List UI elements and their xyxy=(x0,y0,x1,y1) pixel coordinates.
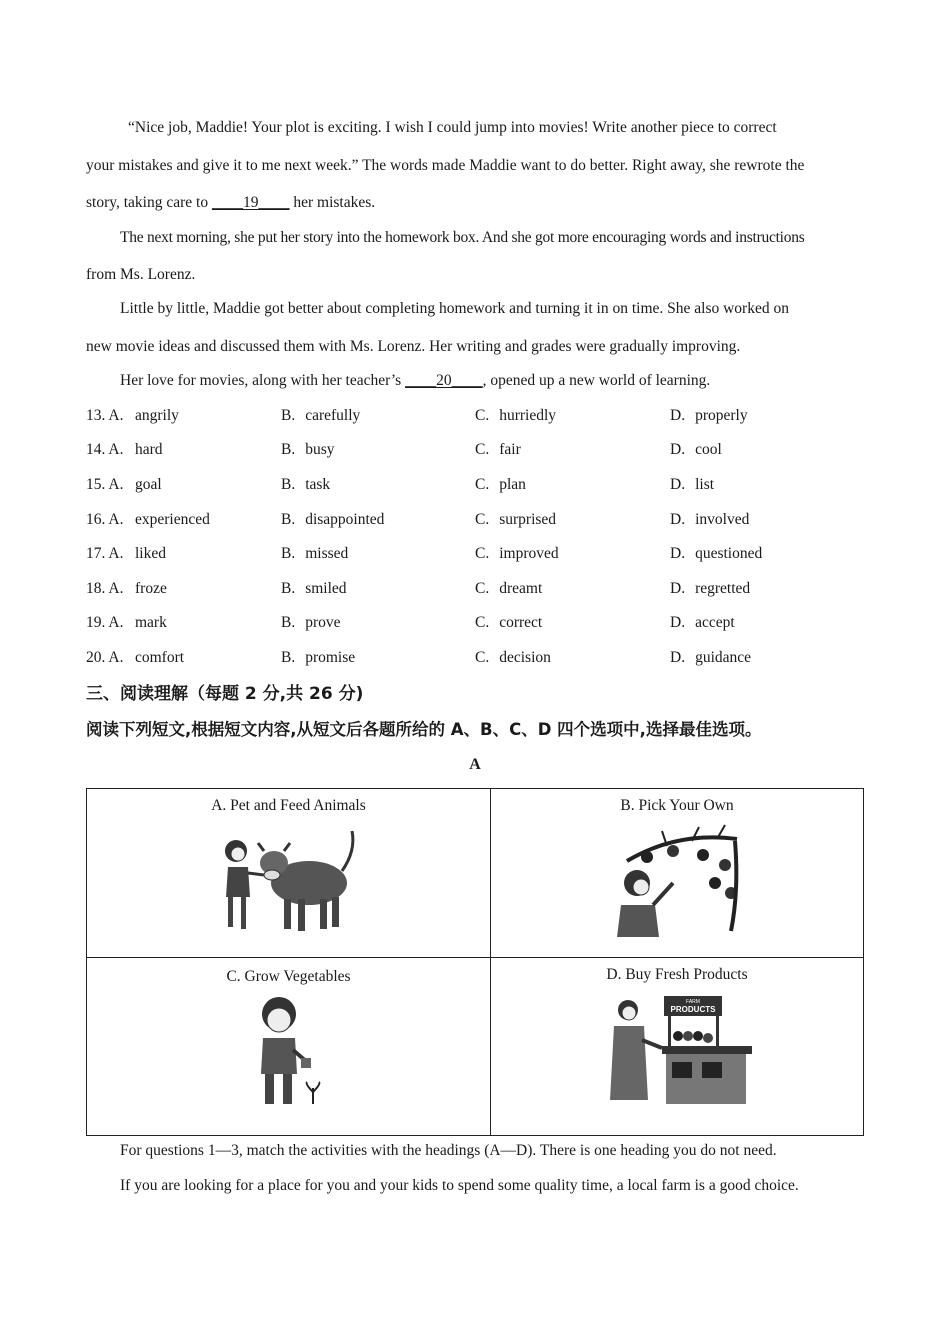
option-text: hurriedly xyxy=(499,407,557,424)
option-text: cool xyxy=(695,441,722,458)
option-text: improved xyxy=(499,545,559,562)
option-text: fair xyxy=(499,441,521,458)
option-a: angrily xyxy=(135,407,179,424)
option-letter: D. xyxy=(670,649,686,666)
option-b xyxy=(281,613,341,633)
option-letter: C. xyxy=(475,580,490,597)
blank-20: ____20____ xyxy=(405,372,483,389)
option-letter: D. xyxy=(670,511,686,528)
option-d xyxy=(670,613,735,633)
option-text: dreamt xyxy=(499,580,543,597)
activity-table xyxy=(86,788,864,1136)
farm-stand-illustration xyxy=(602,990,752,1112)
heading-a: A. Pet and Feed Animals xyxy=(211,797,366,814)
option-a: froze xyxy=(135,580,167,597)
option-text: list xyxy=(695,476,715,493)
passage-label: A xyxy=(469,756,481,773)
option-b xyxy=(281,648,355,668)
question-number: 20. A. xyxy=(86,649,124,666)
passage-line: “Nice job, Maddie! Your plot is exciting. I wish I could jump into movies! Write another piece to correct xyxy=(128,119,777,136)
cell-pick-your-own xyxy=(491,789,864,958)
option-text: busy xyxy=(305,441,335,458)
option-letter: B. xyxy=(281,407,296,424)
passage-line xyxy=(86,193,375,213)
section-title: 三、阅读理解（每题 2 分,共 26 分) xyxy=(86,684,364,704)
option-text: questioned xyxy=(695,545,763,562)
instruction-line: For questions 1—3, match the activities with the headings (A—D). There is one heading you do not need. xyxy=(120,1142,777,1159)
option-letter: C. xyxy=(475,614,490,631)
option-text: regretted xyxy=(695,580,751,597)
heading-b: B. Pick Your Own xyxy=(620,797,734,814)
option-a: comfort xyxy=(135,649,185,666)
passage-line: new movie ideas and discussed them with Ms. Lorenz. Her writing and grades were gradually improving. xyxy=(86,338,741,355)
option-c xyxy=(475,544,559,564)
passage-line: from Ms. Lorenz. xyxy=(86,266,196,283)
option-a: mark xyxy=(135,614,167,631)
question-number: 17. A. xyxy=(86,545,124,562)
option-text: carefully xyxy=(305,407,361,424)
option-b xyxy=(281,579,347,599)
option-text: decision xyxy=(499,649,551,666)
option-letter: C. xyxy=(475,545,490,562)
option-c xyxy=(475,648,551,668)
option-b xyxy=(281,510,384,530)
option-text: smiled xyxy=(305,580,347,597)
option-letter: C. xyxy=(475,407,490,424)
option-letter: B. xyxy=(281,511,296,528)
option-text: task xyxy=(305,476,331,493)
option-letter: D. xyxy=(670,407,686,424)
option-d xyxy=(670,406,748,426)
boy-watering-plant-illustration xyxy=(249,992,329,1114)
option-letter: B. xyxy=(281,441,296,458)
option-text: disappointed xyxy=(305,511,385,528)
option-text: involved xyxy=(695,511,750,528)
option-letter: C. xyxy=(475,649,490,666)
option-c xyxy=(475,475,526,495)
option-text: promise xyxy=(305,649,356,666)
option-text: surprised xyxy=(499,511,557,528)
option-letter: D. xyxy=(670,441,686,458)
option-text: accept xyxy=(695,614,735,631)
blank-19: ____19____ xyxy=(211,194,290,211)
option-letter: B. xyxy=(281,649,296,666)
heading-d: D. Buy Fresh Products xyxy=(606,966,748,983)
passage-line xyxy=(120,371,710,391)
option-text: guidance xyxy=(695,649,752,666)
sign-big-text: PRODUCTS xyxy=(670,1005,716,1014)
option-letter: B. xyxy=(281,545,296,562)
option-c xyxy=(475,440,521,460)
option-d xyxy=(670,510,749,530)
option-letter: B. xyxy=(281,476,296,493)
option-a: goal xyxy=(135,476,162,493)
option-d xyxy=(670,475,714,495)
option-d xyxy=(670,544,762,564)
option-c xyxy=(475,510,556,530)
option-letter: C. xyxy=(475,441,490,458)
cell-grow-vegetables xyxy=(87,958,491,1136)
option-a: liked xyxy=(135,545,166,562)
option-letter: B. xyxy=(281,614,296,631)
passage-line: your mistakes and give it to me next week.” The words made Maddie want to do better. Right away, she rewrote the xyxy=(86,157,805,174)
option-b xyxy=(281,475,330,495)
option-text: missed xyxy=(305,545,349,562)
option-letter: C. xyxy=(475,511,490,528)
heading-c: C. Grow Vegetables xyxy=(226,968,351,985)
option-b xyxy=(281,440,335,460)
option-letter: C. xyxy=(475,476,490,493)
option-a: hard xyxy=(135,441,163,458)
question-number: 18. A. xyxy=(86,580,124,597)
question-number: 14. A. xyxy=(86,441,124,458)
option-letter: D. xyxy=(670,545,686,562)
option-letter: D. xyxy=(670,476,686,493)
option-b xyxy=(281,406,360,426)
woman-picking-fruit-illustration xyxy=(607,821,747,939)
option-a: experienced xyxy=(135,511,210,528)
option-text: plan xyxy=(499,476,526,493)
section-instruction: 阅读下列短文,根据短文内容,从短文后各题所给的 A、B、C、D 四个选项中,选择最佳选项。 xyxy=(86,720,762,739)
question-number: 16. A. xyxy=(86,511,124,528)
passage-text: her mistakes. xyxy=(289,194,376,211)
passage-line: Little by little, Maddie got better about completing homework and turning it in on time. She also worked on xyxy=(120,300,789,317)
question-number: 15. A. xyxy=(86,476,124,493)
option-letter: D. xyxy=(670,580,686,597)
question-number: 19. A. xyxy=(86,614,124,631)
passage-text: story, taking care to xyxy=(86,194,212,211)
girl-feeding-cow-illustration xyxy=(214,821,364,939)
passage-line: The next morning, she put her story into the homework box. And she got more encouraging words and instructions xyxy=(120,229,805,246)
cell-pet-feed xyxy=(87,789,491,958)
passage-text: Her love for movies, along with her teacher’s xyxy=(120,372,406,389)
option-letter: D. xyxy=(670,614,686,631)
sign-small-text: FARM xyxy=(686,999,700,1005)
option-c xyxy=(475,406,556,426)
passage-text: , opened up a new world of learning. xyxy=(482,372,711,389)
option-text: properly xyxy=(695,407,748,424)
passage-line: If you are looking for a place for you and your kids to spend some quality time, a local farm is a good choice. xyxy=(120,1177,799,1194)
question-number: 13. A. xyxy=(86,407,124,424)
option-c xyxy=(475,613,542,633)
option-d xyxy=(670,648,751,668)
option-letter: B. xyxy=(281,580,296,597)
option-b xyxy=(281,544,348,564)
option-c xyxy=(475,579,542,599)
option-d xyxy=(670,579,750,599)
option-d xyxy=(670,440,722,460)
cell-buy-fresh-products xyxy=(491,958,864,1136)
option-text: prove xyxy=(305,614,341,631)
option-text: correct xyxy=(499,614,543,631)
